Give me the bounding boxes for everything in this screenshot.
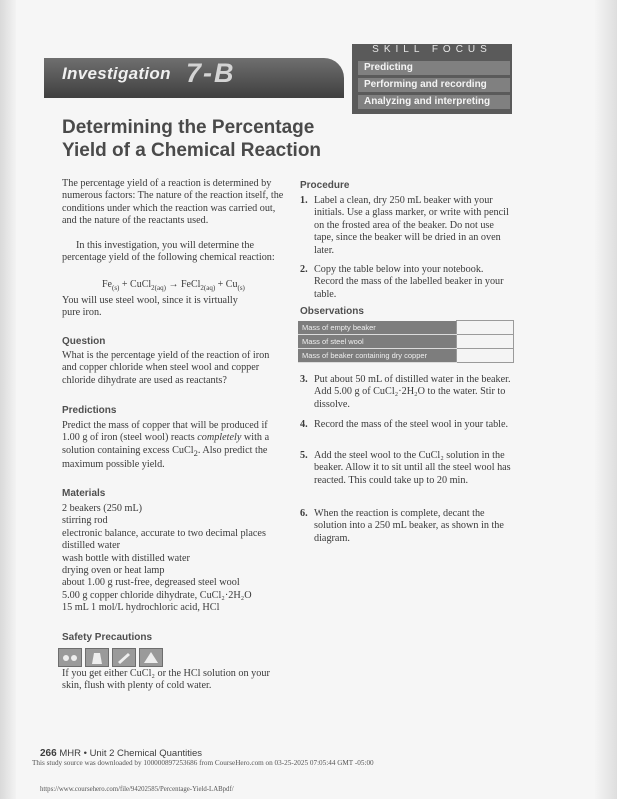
question-heading: Question bbox=[62, 336, 106, 347]
table-row-label: Mass of empty beaker bbox=[298, 321, 457, 335]
safety-heading: Safety Precautions bbox=[62, 632, 153, 643]
step-text: Record the mass of the steel wool in your table. bbox=[314, 419, 509, 430]
material-item: stirring rod bbox=[62, 515, 108, 527]
material-item: electronic balance, accurate to two decimal places bbox=[62, 527, 266, 539]
page-number: 266 bbox=[40, 748, 57, 759]
table-row bbox=[298, 349, 514, 363]
observations-heading: Observations bbox=[300, 306, 364, 317]
step-number: 4. bbox=[300, 419, 308, 430]
predictions-heading: Predictions bbox=[62, 405, 117, 416]
source-url[interactable]: https://www.coursehero.com/file/94202585/Percentage-Yield-LABpdf/ bbox=[40, 786, 234, 793]
materials-list bbox=[62, 503, 292, 615]
table-row-label: Mass of beaker containing dry copper bbox=[298, 349, 457, 363]
goggles-icon bbox=[58, 648, 82, 667]
pred-text-sub: 2 bbox=[193, 447, 198, 458]
material-item: wash bottle with distilled water bbox=[62, 552, 190, 564]
skill-focus-title: SKILL FOCUS bbox=[372, 44, 492, 55]
eq-fe-state: (s) bbox=[112, 284, 120, 292]
pred-text-em: completely bbox=[197, 432, 242, 444]
procedure-step bbox=[300, 195, 515, 257]
step-text: Add the steel wool to the CuCl₂ solution in the beaker. Allow it to sit until all the steel wool has reacted. This could take up to 20 min. bbox=[314, 450, 511, 486]
question-text: What is the percentage yield of the reaction of iron and copper chloride when steel wool and copper chloride dihydrate are used as reactants? bbox=[62, 350, 270, 386]
pred-text-c: . Also predict the maximum possible yield. bbox=[62, 444, 268, 471]
eq-arrow-fecl: → FeCl bbox=[165, 279, 201, 290]
eq-cu-state: (s) bbox=[237, 284, 245, 292]
eq-cu: + Cu bbox=[215, 279, 238, 290]
safety-text: If you get either CuCl₂ or the HCl solution on your skin, flush with plenty of cold water. bbox=[62, 668, 270, 692]
pred-text-a: Predict the mass of copper that will be produced if 1.00 g of iron (steel wool) reacts bbox=[62, 420, 268, 444]
procedure-step bbox=[300, 264, 515, 301]
scan-edge-right bbox=[595, 0, 617, 799]
step-number: 2. bbox=[300, 264, 308, 275]
procedure-step bbox=[300, 450, 515, 487]
table-cell-empty bbox=[457, 321, 514, 335]
step-number: 1. bbox=[300, 195, 308, 206]
page-footer bbox=[40, 748, 202, 759]
hand-safety-icon bbox=[112, 648, 136, 667]
banner-number: 7-B bbox=[186, 58, 236, 88]
lab-coat-icon bbox=[85, 648, 109, 667]
eq-fe: Fe bbox=[102, 279, 112, 290]
intro-paragraph-3: You will use steel wool, since it is virtually pure iron. bbox=[62, 295, 238, 319]
reaction-equation bbox=[102, 279, 245, 292]
material-item: 5.00 g copper chloride dihydrate, CuCl₂·2H₂O bbox=[62, 589, 252, 601]
procedure-step bbox=[300, 374, 515, 411]
material-item: 2 beakers (250 mL) bbox=[62, 503, 143, 514]
table-cell-empty bbox=[457, 335, 514, 349]
step-number: 6. bbox=[300, 508, 308, 519]
intro-paragraph-2: In this investigation, you will determine the percentage yield of the following chemical reaction: bbox=[62, 240, 275, 264]
step-number: 5. bbox=[300, 450, 308, 461]
procedure-step bbox=[300, 419, 515, 431]
table-row-label: Mass of steel wool bbox=[298, 335, 457, 349]
material-item: distilled water bbox=[62, 540, 120, 552]
predictions-text bbox=[62, 420, 287, 472]
material-item: about 1.00 g rust-free, degreased steel wool bbox=[62, 577, 240, 589]
safety-icons bbox=[58, 648, 163, 667]
scan-edge-left bbox=[0, 0, 16, 799]
procedure-heading: Procedure bbox=[300, 180, 350, 191]
eq-cucl: + CuCl bbox=[119, 279, 152, 290]
page-title bbox=[62, 116, 321, 162]
download-stamp: This study source was downloaded by 100000897253686 from CourseHero.com on 03-25-2025 07:05:44 GMT -05:00 bbox=[32, 759, 374, 767]
eq-fecl-sub: 2(aq) bbox=[200, 284, 216, 292]
materials-heading: Materials bbox=[62, 488, 106, 499]
table-row bbox=[298, 335, 514, 349]
title-line-2: Yield of a Chemical Reaction bbox=[62, 140, 322, 161]
step-text: Label a clean, dry 250 mL beaker with your initials. Use a glass marker, or write with pencil on the frosted area of the beaker. Do not use tape, since the beaker will be dried in an oven later. bbox=[314, 195, 509, 256]
observations-table bbox=[298, 320, 514, 363]
material-item: drying oven or heat lamp bbox=[62, 565, 165, 577]
eq-cucl-sub: 2(aq) bbox=[151, 284, 166, 292]
table-cell-empty bbox=[457, 349, 514, 363]
skill-item-predicting: Predicting bbox=[358, 61, 510, 75]
step-text: Put about 50 mL of distilled water in the beaker. Add 5.00 g of CuCl₂·2H₂O to the water. Stir to dissolve. bbox=[314, 374, 511, 410]
title-line-1: Determining the Percentage bbox=[62, 117, 315, 138]
intro-paragraph-1: The percentage yield of a reaction is determined by numerous factors: The nature of the reaction itself, the conditions under which the reaction was carried out, and the nature of the reactants used. bbox=[62, 178, 284, 227]
step-number: 3. bbox=[300, 374, 308, 385]
skill-item-performing: Performing and recording bbox=[358, 78, 510, 92]
pred-text-b: with a solution containing excess CuCl bbox=[62, 432, 270, 456]
material-item: 15 mL 1 mol/L hydrochloric acid, HCl bbox=[62, 602, 220, 614]
skill-item-analyzing: Analyzing and interpreting bbox=[358, 95, 510, 109]
step-text: When the reaction is complete, decant the solution into a 250 mL beaker, as shown in the diagram. bbox=[314, 508, 504, 544]
footer-text: MHR • Unit 2 Chemical Quantities bbox=[59, 748, 203, 759]
corrosive-icon bbox=[139, 648, 163, 667]
step-text: Copy the table below into your notebook. Record the mass of the labelled beaker in your table. bbox=[314, 264, 504, 300]
procedure-step bbox=[300, 508, 515, 545]
banner-label: Investigation bbox=[62, 64, 171, 83]
table-row bbox=[298, 321, 514, 335]
